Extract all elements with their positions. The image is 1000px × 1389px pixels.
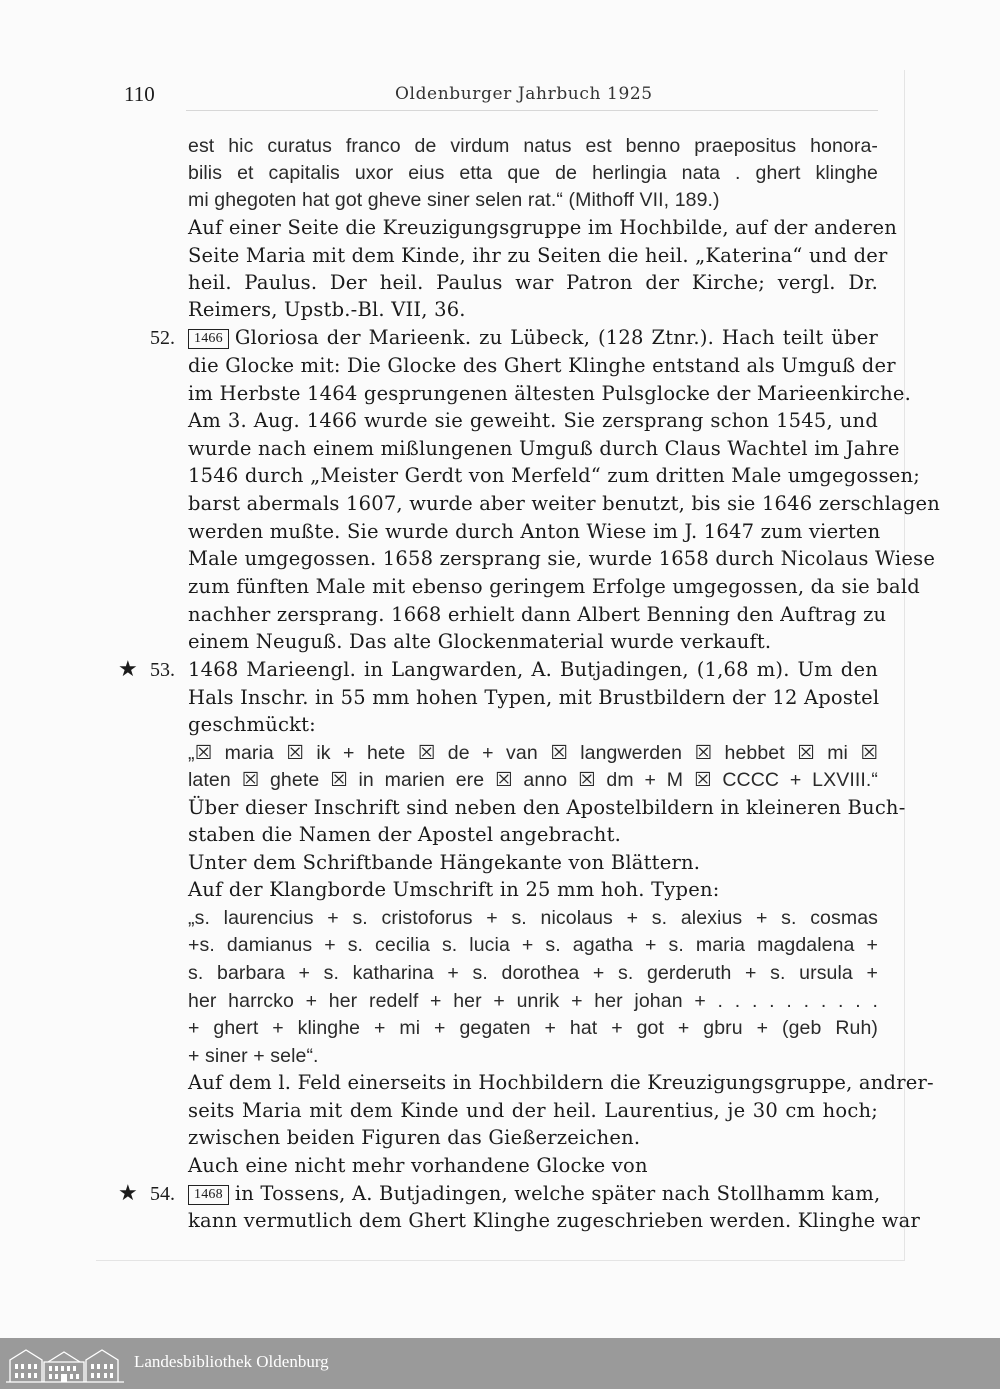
inscription-line: s. barbara + s. katharina + s. dorothea + s. gerderuth + s. ursula + [188, 962, 878, 984]
text-line: Auf der Klangborde Umschrift in 25 mm hoh. Typen: [188, 878, 720, 901]
text-line: Auf dem l. Feld einerseits in Hochbildern die Kreuzigungsgruppe, andrer- [188, 1071, 934, 1094]
inscription-line: „☒ maria ☒ ik + hete ☒ de + van ☒ langwerden ☒ hebbet ☒ mi ☒ [188, 742, 878, 764]
text-line: Reimers, Upstb.-Bl. VII, 36. [188, 298, 466, 321]
text-line: Seite Maria mit dem Kinde, ihr zu Seiten die heil. „Katerina“ und der [188, 244, 888, 267]
text-line: wurde nach einem mißlungenen Umguß durch Claus Wachtel im Jahre [188, 437, 900, 460]
header-rule [186, 110, 878, 111]
text-line: Auf einer Seite die Kreuzigungsgruppe im Hochbilde, auf der anderen [188, 216, 897, 239]
inscription-line: + ghert + klinghe + mi + gegaten + hat + got + gbru + (geb Ruh) [188, 1017, 878, 1039]
text-line: werden mußte. Sie wurde durch Anton Wiese im J. 1647 zum vierten [188, 520, 881, 543]
text-line: kann vermutlich dem Ghert Klinghe zugeschrieben werden. Klinghe war [188, 1209, 920, 1232]
text-line: Male umgegossen. 1658 zersprang sie, wurde 1658 durch Nicolaus Wiese [188, 547, 936, 570]
star-marker-icon: ★ [118, 1181, 138, 1206]
text-line: Über dieser Inschrift sind neben den Apostelbildern in kleineren Buch- [188, 796, 906, 819]
footer-bar [0, 1338, 1000, 1389]
text-line: Am 3. Aug. 1466 wurde sie geweiht. Sie zersprang schon 1545, und [188, 409, 878, 432]
text-line: Unter dem Schriftbande Hängekante von Blättern. [188, 851, 701, 874]
library-building-icon [4, 1344, 126, 1384]
running-title: Oldenburger Jahrbuch 1925 [395, 84, 653, 104]
entry-number: 54. [150, 1183, 175, 1205]
text-line: nachher zersprang. 1668 erhielt dann Albert Benning den Auftrag zu [188, 603, 887, 626]
text-line: heil. Paulus. Der heil. Paulus war Patron der Kirche; vergl. Dr. [188, 271, 878, 294]
inscription-line: +s. damianus + s. cecilia s. lucia + s. agatha + s. maria magdalena + [188, 934, 878, 956]
inscription-line: „s. laurencius + s. cristoforus + s. nicolaus + s. alexius + s. cosmas [188, 907, 878, 929]
text-line: bilis et capitalis uxor eius etta que de herlingia nata . ghert klinghe [188, 162, 878, 184]
text-line: in Tossens, A. Butjadingen, welche später nach Stollhamm kam, [234, 1182, 881, 1205]
text-line: zum fünften Male mit ebenso geringem Erfolge umgegossen, da sie bald [188, 575, 920, 598]
entry-number: 53. [150, 659, 175, 681]
text-line: im Herbste 1464 gesprungenen ältesten Pulsglocke der Marieenkirche. [188, 382, 912, 405]
inscription-line: her harrcko + her redelf + her + unrik + her johan + . . . . . . . . . . [188, 990, 878, 1012]
library-name[interactable]: Landesbibliothek Oldenburg [134, 1352, 329, 1371]
text-line: mi ghegoten hat got gheve siner selen rat.“ (Mithoff VII, 189.) [188, 189, 720, 211]
text-line: seits Maria mit dem Kinde und der heil. Laurentius, je 30 cm hoch; [188, 1099, 878, 1122]
text-line: barst abermals 1607, wurde aber weiter benutzt, bis sie 1646 zerschlagen [188, 492, 941, 515]
text-line: einem Neuguß. Das alte Glockenmaterial wurde verkauft. [188, 630, 772, 653]
text-line: zwischen beiden Figuren das Gießerzeichen. [188, 1126, 641, 1149]
year-box: 1468 [188, 1185, 229, 1205]
text-line: est hic curatus franco de virdum natus est benno praepositus honora- [188, 135, 878, 157]
page-number: 110 [124, 82, 155, 106]
inscription-line: laten ☒ ghete ☒ in marien ere ☒ anno ☒ dm + M ☒ CCCC + LXVIII.“ [188, 769, 878, 791]
inscription-line: + siner + sele“. [188, 1045, 319, 1067]
text-line: staben die Namen der Apostel angebracht. [188, 823, 622, 846]
text-line: Hals Inschr. in 55 mm hohen Typen, mit Brustbildern der 12 Apostel [188, 686, 880, 709]
text-line: 1468 Marieengl. in Langwarden, A. Butjadingen, (1,68 m). Um den [188, 658, 878, 681]
star-marker-icon: ★ [118, 657, 138, 682]
text-line: Gloriosa der Marieenk. zu Lübeck, (128 Ztnr.). Hach teilt über [234, 326, 878, 349]
text-line: 1546 durch „Meister Gerdt von Merfeld“ zum dritten Male umgegossen; [188, 464, 921, 487]
text-line: geschmückt: [188, 713, 316, 736]
entry-number: 52. [150, 327, 175, 349]
year-box: 1466 [188, 329, 229, 349]
text-line: Auch eine nicht mehr vorhandene Glocke von [188, 1154, 648, 1177]
text-line: die Glocke mit: Die Glocke des Ghert Klinghe entstand als Umguß der [188, 354, 896, 377]
